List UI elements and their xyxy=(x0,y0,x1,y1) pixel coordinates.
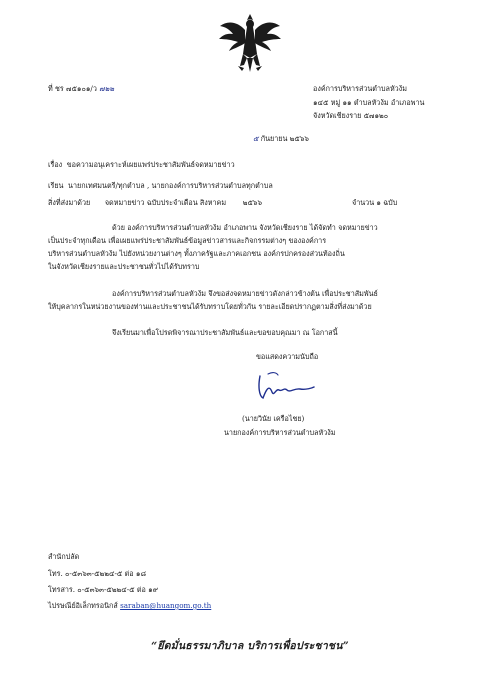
enclosure-year: ๒๕๖๖ xyxy=(242,198,263,207)
subject-line xyxy=(48,160,235,170)
email-link[interactable]: saraban@huangom.go.th xyxy=(120,601,212,610)
signer-title: นายกองค์การบริหารส่วนตำบลหัวง้ม xyxy=(224,428,336,437)
garuda-emblem xyxy=(214,10,286,82)
org-address-line-2: จังหวัดเชียงราย ๕๗๑๒๐ xyxy=(313,111,389,120)
office-phone: โทร. ๐-๕๓๖๓-๕๒๒๔-๕ ต่อ ๑๘ xyxy=(48,569,146,578)
paragraph-2-line-2: ให้บุคลากรในหน่วยงานของท่านและประชาชนได้รับทราบโดยทั่วกัน รายละเอียดปรากฏตามสิ่งที่ส่งมาด้วย xyxy=(48,302,372,311)
paragraph-1-line-4: ในจังหวัดเชียงรายและประชาชนทั่วไปได้รับทราบ xyxy=(48,262,200,271)
email-label: ไปรษณีย์อิเล็กทรอนิกส์ xyxy=(48,601,118,610)
office-email-line xyxy=(48,601,211,611)
date-day: ๕ xyxy=(253,134,259,143)
paragraph-2-line-1: องค์การบริหารส่วนตำบลหัวง้ม จึงขอส่งจดหมายข่าวดังกล่าวข้างต้น เพื่อประชาสัมพันธ์ xyxy=(112,289,378,298)
handwritten-signature xyxy=(254,366,318,406)
paragraph-1-line-1: ด้วย องค์การบริหารส่วนตำบลหัวง้ม อำเภอพาน จังหวัดเชียงราย ได้จัดทำ จดหมายข่าว xyxy=(112,223,378,232)
org-name: องค์การบริหารส่วนตำบลหัวง้ม xyxy=(313,84,407,93)
organization-motto: “ยึดมั่นธรรมาภิบาล บริการเพื่อประชาชน” xyxy=(151,640,349,652)
recipient-line xyxy=(48,181,273,191)
reference-number xyxy=(48,84,114,94)
office-name: สำนักปลัด xyxy=(48,552,80,561)
enclosure-count: จำนวน ๑ ฉบับ xyxy=(352,198,398,207)
letter-date xyxy=(253,134,309,144)
recipient-label: เรียน xyxy=(48,181,64,190)
paragraph-1-line-3: บริหารส่วนตำบลหัวง้ม ไปยังหน่วยงานต่างๆ ทั้งภาครัฐและภาคเอกชน องค์กรปกครองส่วนท้องถิ่น xyxy=(48,249,345,258)
closing-salutation: ขอแสดงความนับถือ xyxy=(256,352,319,361)
office-fax: โทรสาร. ๐-๕๓๖๓-๕๒๒๔-๕ ต่อ ๑๙ xyxy=(48,585,158,594)
date-month-year: กันยายน ๒๕๖๖ xyxy=(260,134,309,143)
enclosure-label: สิ่งที่ส่งมาด้วย xyxy=(48,198,91,207)
recipient-text: นายกเทศมนตรี/ทุกตำบล , นายกองค์การบริหารส่วนตำบลทุกตำบล xyxy=(68,181,273,190)
enclosure-text: จดหมายข่าว ฉบับประจำเดือน สิงหาคม xyxy=(104,198,227,207)
reference-prefix: ที่ ชร ๗๕๑๐๑/ว xyxy=(48,84,97,93)
signer-name: (นายวินัย เครือไชย) xyxy=(242,414,305,423)
subject-text: ขอความอนุเคราะห์เผยแพร่ประชาสัมพันธ์จดหมายข่าว xyxy=(66,160,235,169)
enclosure-line xyxy=(48,198,262,208)
paragraph-3: จึงเรียนมาเพื่อโปรดพิจารณาประชาสัมพันธ์และขอขอบคุณมา ณ โอกาสนี้ xyxy=(112,328,338,337)
reference-handwritten-number: ๗๒๒ xyxy=(99,84,115,93)
org-address-line-1: ๑๔๕ หมู่ ๑๑ ตำบลหัวง้ม อำเภอพาน xyxy=(313,98,425,107)
paragraph-1-line-2: เป็นประจำทุกเดือน เพื่อเผยแพร่ประชาสัมพันธ์ข้อมูลข่าวสารและกิจกรรมต่างๆ ขององค์การ xyxy=(48,236,327,245)
subject-label: เรื่อง xyxy=(48,160,63,169)
